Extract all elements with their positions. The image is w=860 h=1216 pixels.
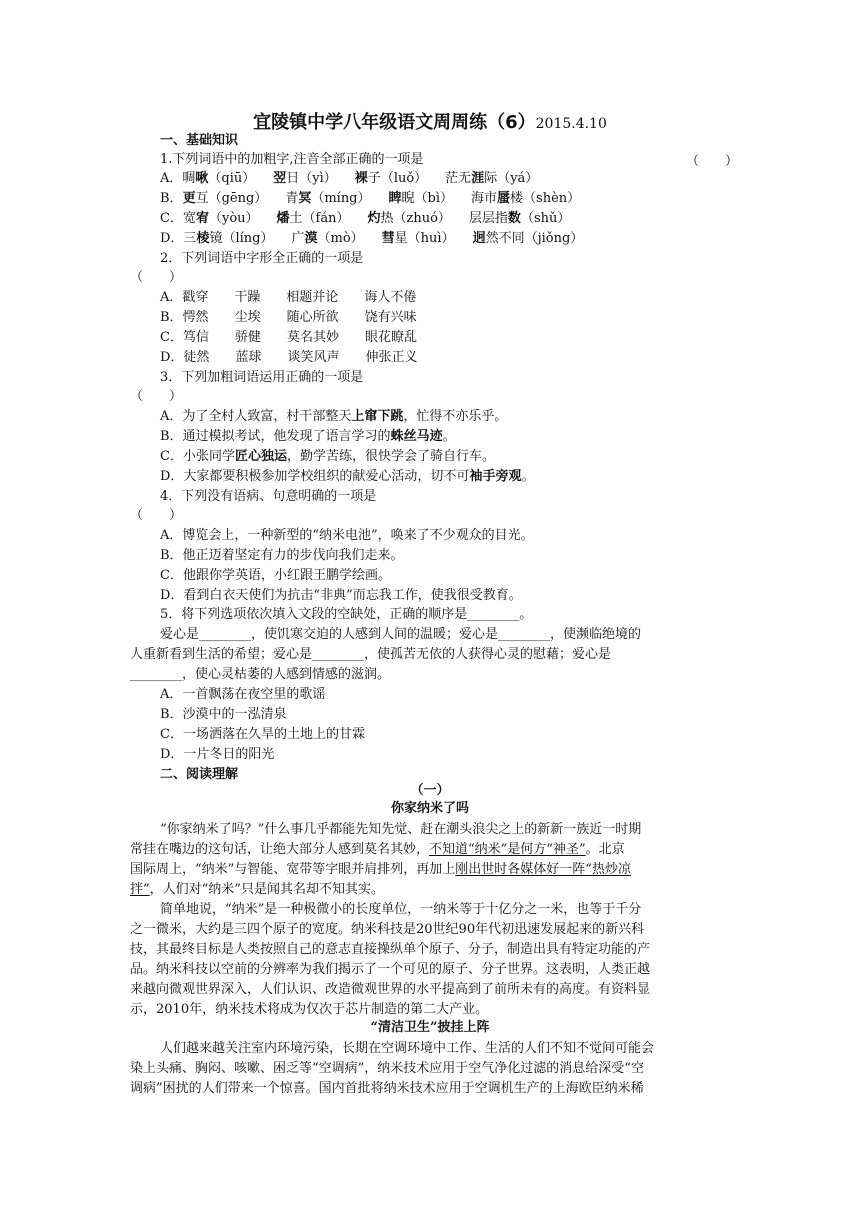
reading-p3-line: 调病”困扰的人们带来一个惊喜。国内首批将纳米技术应用于空调机生产的上海欧臣纳米稀 <box>130 1081 644 1096</box>
q4-option-a: A．博览会上，一种新型的“纳米电池”，唤来了不少观众的目光。 <box>160 528 534 543</box>
reading-p2-line: 之一微米，大约是三四个原子的宽度。纳米科技是20世纪90年代初迅速发展起来的新兴科 <box>130 922 645 937</box>
q5-passage-line: 人重新看到生活的希望；爱心是________，使孤苦无依的人获得心灵的慰藉；爱心是 <box>130 647 612 662</box>
underlined-phrase: 刚出世时各媒体好一阵“热炒凉 <box>455 862 631 877</box>
title-date: 2015.4.10 <box>535 116 607 132</box>
title-text: 宜陵镇中学八年级语文周周练（6） <box>253 112 536 133</box>
reading-p1-line: 国际周上，“纳米”与智能、宽带等字眼并肩排列，再加上刚出世时各媒体好一阵“热炒凉 <box>130 862 631 877</box>
q4-stem: 4．下列没有语病、句意明确的一项是 <box>160 489 377 504</box>
q5-option-a: A．一首飘荡在夜空里的歌谣 <box>160 687 326 702</box>
q1-option-a: A．啁啾（qiū） 翌日（yì） 裸子（luǒ） 茫无涯际（yá） <box>160 171 539 186</box>
q3-option-c: C．小张同学匠心独运，勤学苦练，很快学会了骑自行车。 <box>160 449 495 464</box>
q4-option-b: B．他正迈着坚定有力的步伐向我们走来。 <box>160 548 404 563</box>
underlined-phrase: 拌” <box>130 882 150 897</box>
q5-option-d: D．一片冬日的阳光 <box>160 747 275 762</box>
q3-option-a: A．为了全村人致富，村干部整天上窜下跳，忙得不亦乐乎。 <box>160 409 508 424</box>
q1-answer-paren: （ ） <box>686 154 739 169</box>
q3-option-d: D．大家都要积极参加学校组织的献爱心活动，切不可袖手旁观。 <box>160 469 535 484</box>
q2-option-c: C．笃信 骄健 莫名其妙 眼花瞭乱 <box>160 330 417 345</box>
reading-part-label: （一） <box>410 783 450 798</box>
reading-p2-line: 示，2010年，纳米技术将成为仅次于芯片制造的第二大产业。 <box>130 1002 489 1017</box>
reading-p2-line: 技，其最终目标是人类按照自己的意志直接操纵单个原子、分子，制造出具有特定功能的产 <box>130 942 651 957</box>
q5-passage-line: ________，使心灵枯萎的人感到情感的滋润。 <box>130 667 391 682</box>
q5-stem: 5．将下列选项依次填入文段的空缺处，正确的顺序是________。 <box>160 607 533 622</box>
reading-p2-line: 来越向微观世界深入，人们认识、改造微观世界的水平提高到了前所未有的高度。有资料显 <box>130 982 651 997</box>
q4-option-d: D．看到白衣天使们为抗击“非典”而忘我工作，使我很受教育。 <box>160 588 522 603</box>
q4-option-c: C．他跟你学英语，小红跟王鹏学绘画。 <box>160 568 391 583</box>
reading-subtitle: “清洁卫生”披挂上阵 <box>370 1020 490 1035</box>
underlined-phrase: 不知道“纳米”是何方“神圣” <box>429 842 586 857</box>
q2-answer-paren: （ ） <box>130 270 183 285</box>
q5-passage-line: 爱心是________，使饥寒交迫的人感到人间的温暖；爱心是________，使濒临绝境的 <box>160 627 642 642</box>
reading-p2-line: 简单地说，“纳米”是一种极微小的长度单位，一纳米等于十亿分之一米，也等于千分 <box>160 902 642 917</box>
section-reading: 二、阅读理解 <box>160 767 239 782</box>
q2-option-b: B．愕然 尘埃 随心所欲 饶有兴味 <box>160 310 417 325</box>
reading-p2-line: 品。纳米科技以空前的分辨率为我们揭示了一个可见的原子、分子世界。这表明，人类正越 <box>130 962 651 977</box>
reading-article-title: 你家纳米了吗 <box>390 801 469 816</box>
section-basic-knowledge: 一、基础知识 <box>160 133 239 148</box>
reading-p3-line: 人们越来越关注室内环境污染，长期在空调环境中工作、生活的人们不知不觉间可能会 <box>160 1041 655 1056</box>
q2-option-d: D．徒然 蓝球 谈笑风声 伸张正义 <box>160 350 418 365</box>
q2-option-a: A．戳穿 干躁 相题并论 诲人不倦 <box>160 290 417 305</box>
q1-option-d: D．三棱镜（líng） 广漠（mò） 彗星（huì） 迥然不同（jiǒng） <box>160 231 584 246</box>
q5-option-c: C．一场洒落在久旱的土地上的甘霖 <box>160 727 365 742</box>
q1-option-c: C．宽宥（yòu） 燔土（fán） 灼热（zhuó） 层层指数（shǔ） <box>160 211 571 226</box>
reading-p3-line: 染上头痛、胸闷、咳嗽、困乏等“空调病”，纳米技术应用于空气净化过滤的消息给深受“空 <box>130 1061 644 1076</box>
q3-option-b: B．通过模拟考试，他发现了语言学习的蛛丝马迹。 <box>160 429 456 444</box>
reading-p1-line: 拌”，人们对“纳米”只是闻其名却不知其实。 <box>130 882 384 897</box>
q3-stem: 3．下列加粗词语运用正确的一项是 <box>160 370 364 385</box>
q1-option-b: B．更互（gēng） 青冥（míng） 睥睨（bì） 海市蜃楼（shèn） <box>160 191 581 206</box>
reading-p1-line: 常挂在嘴边的这句话，让绝大部分人感到莫名其妙，不知道“纳米”是何方“神圣”。北京 <box>130 842 625 857</box>
q2-stem: 2．下列词语中字形全正确的一项是 <box>160 251 364 266</box>
reading-p1-line: “你家纳米了吗？”什么事几乎都能先知先觉、赶在潮头浪尖之上的新新一族近一时期 <box>160 822 642 837</box>
q4-answer-paren: （ ） <box>130 508 183 523</box>
q5-option-b: B．沙漠中的一泓清泉 <box>160 707 287 722</box>
q3-answer-paren: （ ） <box>130 389 183 404</box>
page-title <box>0 108 860 134</box>
q1-stem: 1.下列词语中的加粗字,注音全部正确的一项是 <box>160 152 424 167</box>
